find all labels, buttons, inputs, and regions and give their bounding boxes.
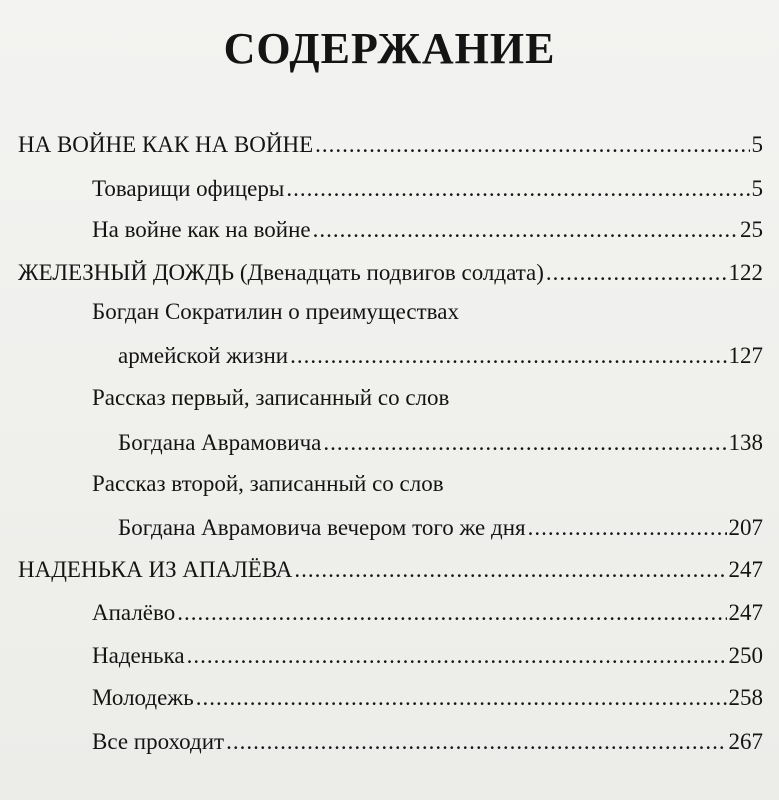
toc-entry-label: Товарищи офицеры — [92, 176, 285, 201]
toc-entry-label-line1: Богдан Сократилин о преимуществах — [92, 299, 459, 324]
toc-page-number: 25 — [740, 217, 763, 242]
toc-entry-label: НА ВОЙНЕ КАК НА ВОЙНЕ — [18, 132, 314, 157]
toc-entry-label: Все проходит — [92, 729, 225, 754]
dot-leader — [286, 174, 749, 204]
toc-entry-label: Богдана Аврамовича вечером того же дня — [118, 515, 526, 540]
toc-page-number: 138 — [728, 430, 763, 455]
toc-subentry — [92, 215, 763, 245]
toc-subentry — [92, 598, 763, 628]
toc-subentry — [118, 513, 763, 543]
toc-subentry — [118, 341, 763, 371]
toc-entry-label: Богдана Аврамовича — [118, 430, 322, 455]
dot-leader — [177, 598, 726, 628]
toc-subentry — [118, 428, 763, 458]
dot-leader — [196, 683, 727, 713]
toc-entry-label: Молодежь — [92, 685, 194, 710]
dot-leader — [315, 130, 749, 160]
toc-page-number: 5 — [751, 176, 763, 201]
toc-page-number: 267 — [728, 729, 763, 754]
dot-leader — [528, 513, 727, 543]
toc-page-number: 250 — [728, 643, 763, 668]
toc-entry-label: Апалёво — [92, 600, 176, 625]
toc-subentry — [92, 641, 763, 671]
page-title: СОДЕРЖАНИЕ — [223, 24, 556, 73]
toc-entry-label: ЖЕЛЕЗНЫЙ ДОЖДЬ (Двенадцать подвигов солдата) — [18, 260, 544, 285]
toc-entry-label-line1: Рассказ второй, записанный со слов — [92, 471, 444, 496]
toc-subentry — [92, 174, 763, 204]
dot-leader — [546, 258, 727, 288]
dot-leader — [294, 555, 726, 585]
toc-section-entry — [18, 130, 763, 160]
toc-page-number: 122 — [728, 260, 763, 285]
toc-page-number: 127 — [728, 343, 763, 368]
toc-subentry — [92, 727, 763, 757]
dot-leader — [187, 641, 727, 671]
toc-page-number: 5 — [751, 132, 763, 157]
toc-page-number: 247 — [728, 557, 763, 582]
toc-section-entry — [18, 555, 763, 585]
toc-entry-label: армейской жизни — [118, 343, 289, 368]
toc-page-number: 207 — [728, 515, 763, 540]
dot-leader — [290, 341, 726, 371]
toc-entry-label: На войне как на войне — [92, 217, 311, 242]
toc-entry-label-line1: Рассказ первый, записанный со слов — [92, 385, 450, 410]
dot-leader — [313, 215, 738, 245]
toc-page-number: 258 — [728, 685, 763, 710]
toc-subentry — [92, 683, 763, 713]
toc-entry-label: НАДЕНЬКА ИЗ АПАЛЁВА — [18, 557, 293, 582]
dot-leader — [226, 727, 726, 757]
dot-leader — [323, 428, 726, 458]
toc-section-entry — [18, 258, 763, 288]
toc-page-number: 247 — [728, 600, 763, 625]
toc-entry-label: Наденька — [92, 643, 185, 668]
